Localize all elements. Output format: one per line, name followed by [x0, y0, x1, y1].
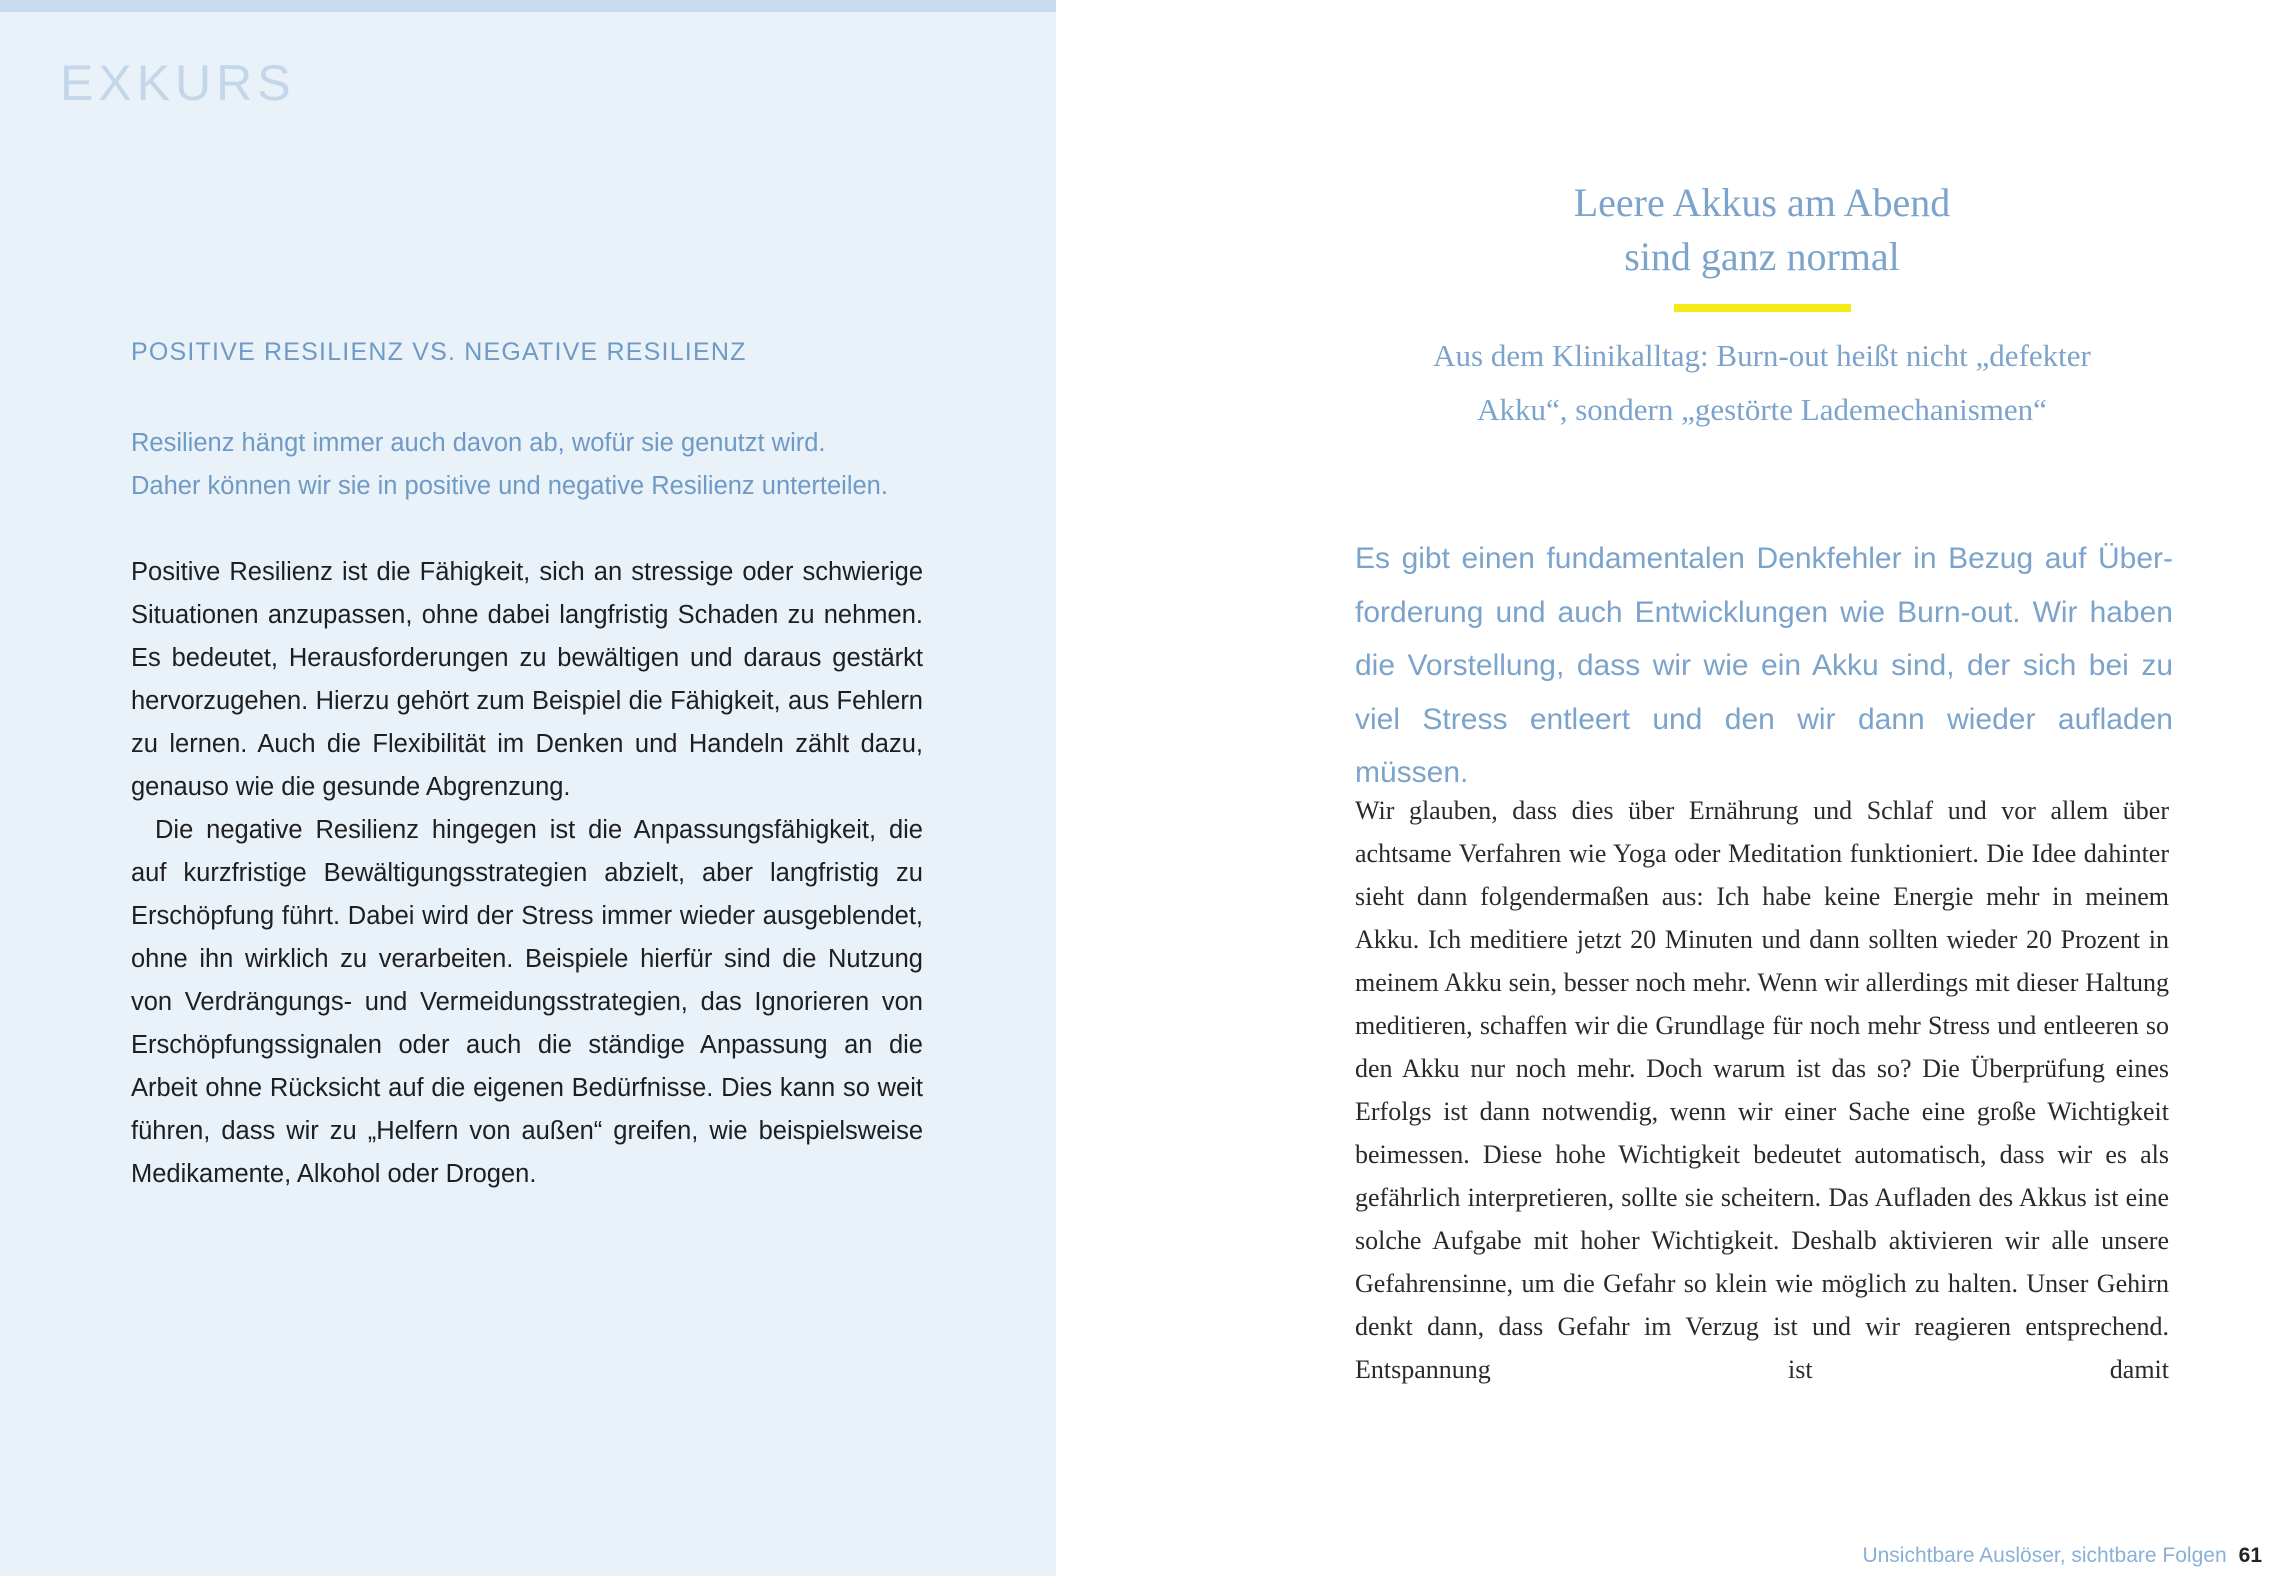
section-heading: POSITIVE RESILIENZ VS. NEGATIVE RESILIENZ [131, 338, 747, 366]
title-underline [1674, 304, 1851, 312]
exkurs-top-rule [0, 0, 1056, 12]
chapter-title-line: Leere Akkus am Abend [1573, 180, 1951, 225]
page-footer [1862, 1543, 2262, 1569]
chapter-subtitle-line: Akku“, sondern „gestörte Lademechanismen“ [1477, 392, 2047, 427]
running-head: Unsichtbare Auslöser, sichtbare Folgen [1862, 1544, 2227, 1567]
exkurs-body [131, 551, 923, 1196]
body-paragraph: Wir glauben, dass dies über Ernährung und Schlaf und vor allem über achtsame Verfahren wie Yoga oder Meditation funktioniert. Die Idee dahinter sieht dann folgendermaßen aus: Ich habe keine Energie mehr in meinem Akku. Ich meditiere jetzt 20 Minuten und dann sollten wieder 20 Prozent in meinem Akku sein, besser noch mehr. Wenn wir allerdings mit dieser Haltung meditieren, schaffen wir die Grundlage für noch mehr Stress und entleeren so den Akku nur noch mehr. Doch warum ist das so? Die Überprüfung eines Erfolgs ist dann notwendig, wenn wir einer Sache eine große Wichtigkeit beimessen. Diese hohe Wichtigkeit bedeutet automatisch, dass wir es als gefährlich interpretieren, sollte sie scheitern. Das Aufladen des Akkus ist eine solche Aufgabe mit hoher Wichtigkeit. Deshalb aktivieren wir alle unsere Gefahrensinne, um die Gefahr so klein wie möglich zu halten. Unser Gehirn denkt dann, dass Gefahr im Verzug ist und wir reagieren entsprechend. Entspannung ist damit [1355, 796, 2169, 1384]
exkurs-box [0, 0, 1056, 1576]
exkurs-label: EXKURS [60, 55, 296, 111]
page-number: 61 [2238, 1544, 2262, 1567]
lead-paragraph: Es gibt einen fundamentalen Denkfehler in Bezug auf Überforderung und auch Entwicklungen wie Burn-out. Wir haben die Vorstellung, dass wir wie ein Akku sind, der sich bei zu viel Stress entleert und den wir dann wieder aufladen müssen. [1355, 542, 2173, 789]
intro-line: Resilienz hängt immer auch davon ab, wofür sie genutzt wird. [131, 429, 826, 457]
intro-line: Daher können wir sie in positive und negative Resilienz unterteilen. [131, 472, 888, 500]
intro-text [131, 422, 941, 508]
body-text [1355, 789, 2169, 1391]
chapter-title [1262, 176, 2262, 284]
body-paragraph: Die negative Resilienz hingegen ist die Anpassungsfähigkeit, die auf kurzfristige Bewältigungsstrategien abzielt, aber langfristig zu Erschöpfung führt. Dabei wird der Stress immer wieder ausgeblendet, ohne ihn wirklich zu verarbeiten. Beispiele hierfür sind die Nutzung von Verdrängungs- und Vermeidungsstrategien, das Ignorieren von Erschöpfungssignalen oder auch die ständige Anpassung an die Arbeit ohne Rücksicht auf die eigenen Bedürfnisse. Dies kann so weit führen, dass wir zu „Helfern von außen“ greifen, wie beispielsweise Medikamente, Alkohol oder Drogen. [131, 816, 923, 1188]
chapter-subtitle [1262, 329, 2262, 437]
chapter-subtitle-line: Aus dem Klinikalltag: Burn-out heißt nicht „defekter [1433, 338, 2091, 373]
chapter-title-line: sind ganz normal [1624, 234, 1900, 279]
body-paragraph: Positive Resilienz ist die Fähigkeit, sich an stressige oder schwierige Situationen anzupassen, ohne dabei langfristig Schaden zu nehmen. Es bedeutet, Herausforderungen zu bewältigen und daraus gestärkt hervorzugehen. Hierzu gehört zum Beispiel die Fähigkeit, aus Fehlern zu lernen. Auch die Flexibilität im Denken und Handeln zählt dazu, genauso wie die gesunde Abgrenzung. [131, 558, 923, 801]
